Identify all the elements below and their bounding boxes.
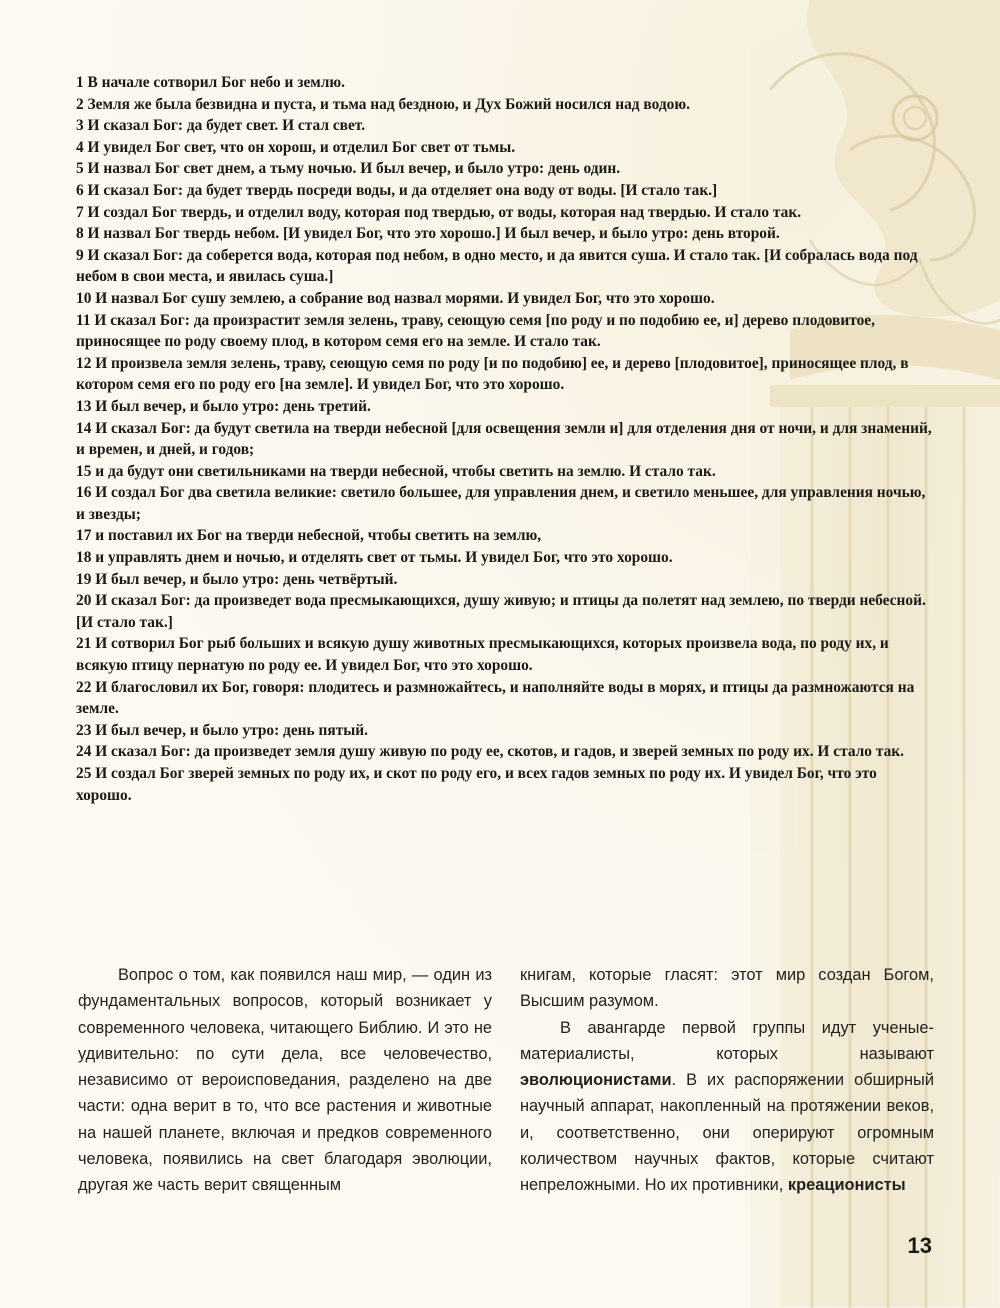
term-evolutionists: эволюционистами: [520, 1071, 672, 1090]
body-text-columns: [78, 962, 934, 1199]
verse: 17 и поставил их Бог на тверди небесной, чтобы светить на землю,: [76, 527, 542, 545]
verse: 23 И был вечер, и было утро: день пятый.: [76, 721, 369, 739]
verse: 7 И создал Бог твердь, и отделил воду, которая под твердью, от воды, которая над твердью. И стало так.: [76, 203, 802, 221]
verse: 13 И был вечер, и было утро: день третий.: [76, 397, 371, 415]
verse: 24 И сказал Бог: да произведет земля душу живую по роду ее, скотов, и гадов, и зверей земных по роду их. И стало так.: [76, 743, 904, 761]
verse: 22 И благословил их Бог, говоря: плодитесь и размножайтесь, и наполняйте воды в морях, и птицы да размножаются на земле.: [76, 678, 915, 718]
right-column: [520, 962, 934, 1199]
verse: 25 И создал Бог зверей земных по роду их, и скот по роду его, и всех гадов земных по роду их. И увидел Бог, что это хорошо.: [76, 765, 877, 804]
verse: 8 И назвал Бог твердь небом. [И увидел Бог, что это хорошо.] И был вечер, и было утро: день второй.: [76, 225, 780, 243]
verse: 9 И сказал Бог: да соберется вода, которая под небом, в одно место, и да явится суша. И стало так. [И собралась вода под небом в свои места, и явилась суша.]: [76, 246, 918, 286]
verse: 14 И сказал Бог: да будут светила на тверди небесной [для освещения земли и] для отделения дня от ночи, и для знамений, и времен, и дней, и годов;: [76, 419, 932, 459]
verse: 4 И увидел Бог свет, что он хорош, и отделил Бог свет от тьмы.: [76, 138, 516, 156]
verse: 20 И сказал Бог: да произведет вода пресмыкающихся, душу живую; и птицы да полетят над землею, по тверди небесной. [И стало так.]: [76, 592, 926, 631]
verse: 10 И назвал Бог сушу землею, а собрание вод назвал морями. И увидел Бог, что это хорошо.: [76, 289, 715, 307]
verse: 15 и да будут они светильниками на тверди небесной, чтобы светить на землю. И стало так.: [76, 462, 716, 480]
term-creationists: креационисты: [787, 1176, 906, 1195]
verse: 21 И сотворил Бог рыб больших и всякую душу животных пресмыкающихся, которых произвела вода, по роду их, и всякую птицу пернатую по роду ее. И увидел Бог, что это хорошо.: [76, 635, 889, 675]
verse: 12 И произвела земля зелень, траву, сеющую семя по роду [и по подобию] ее, и дерево [плодовитое], приносящее плод, в котором семя его по роду его [на земле]. И увидел Бог, что это хорошо.: [76, 354, 909, 394]
evolutionists-paragraph: [520, 1015, 934, 1199]
verse: 5 И назвал Бог свет днем, а тьму ночью. И был вечер, и было утро: день один.: [76, 160, 621, 178]
verse: 11 И сказал Бог: да произрастит земля зелень, траву, сеющую семя [по роду и по подобию ее, и] дерево плодовитое, приносящее по роду своему плод, в котором семя его на земле. И стало так.: [76, 311, 875, 351]
verse: 18 и управлять днем и ночью, и отделять свет от тьмы. И увидел Бог, что это хорошо.: [76, 549, 673, 567]
intro-paragraph: Вопрос о том, как появился наш мир, — один из фундаментальных вопросов, который возникает у современного человека, читающего Библию. И это не удивительно: по сути дела, все человечество, независимо от вероисповедания, разделено на две части: одна верит в то, что все растения и животные на нашей планете, включая и предков современного человека, появились на свет благодаря эволюции, другая же часть верит священным: [78, 966, 492, 1195]
genesis-verses: [76, 72, 936, 806]
verse: 2 Земля же была безвидна и пуста, и тьма над бездною, и Дух Божий носился над водою.: [76, 95, 690, 113]
verse: 1 В начале сотворил Бог небо и землю.: [76, 74, 346, 91]
page-number: 13: [907, 1233, 932, 1258]
verse: 16 И создал Бог два светила великие: светило большее, для управления днем, и светило меньшее, для управления ночью, и звезды;: [76, 484, 926, 523]
left-column: [78, 962, 492, 1199]
verse: 3 И сказал Бог: да будет свет. И стал свет.: [76, 117, 366, 135]
paragraph-text: В авангарде первой группы идут ученые-материалисты, которых называют: [520, 1018, 934, 1063]
verse: 6 И сказал Бог: да будет твердь посреди воды, и да отделяет она воду от воды. [И стало так.]: [76, 181, 718, 199]
paragraph-text: . В их распоряжении обширный научный аппарат, накопленный на протяжении веков, и, соответственно, они оперируют огромным количеством научных фактов, которые считают непреложными. Но их противники,: [520, 1071, 934, 1195]
continued-paragraph: книгам, которые гласят: этот мир создан Богом, Высшим разумом.: [520, 966, 934, 1011]
verse: 19 И был вечер, и было утро: день четвёртый.: [76, 570, 398, 588]
